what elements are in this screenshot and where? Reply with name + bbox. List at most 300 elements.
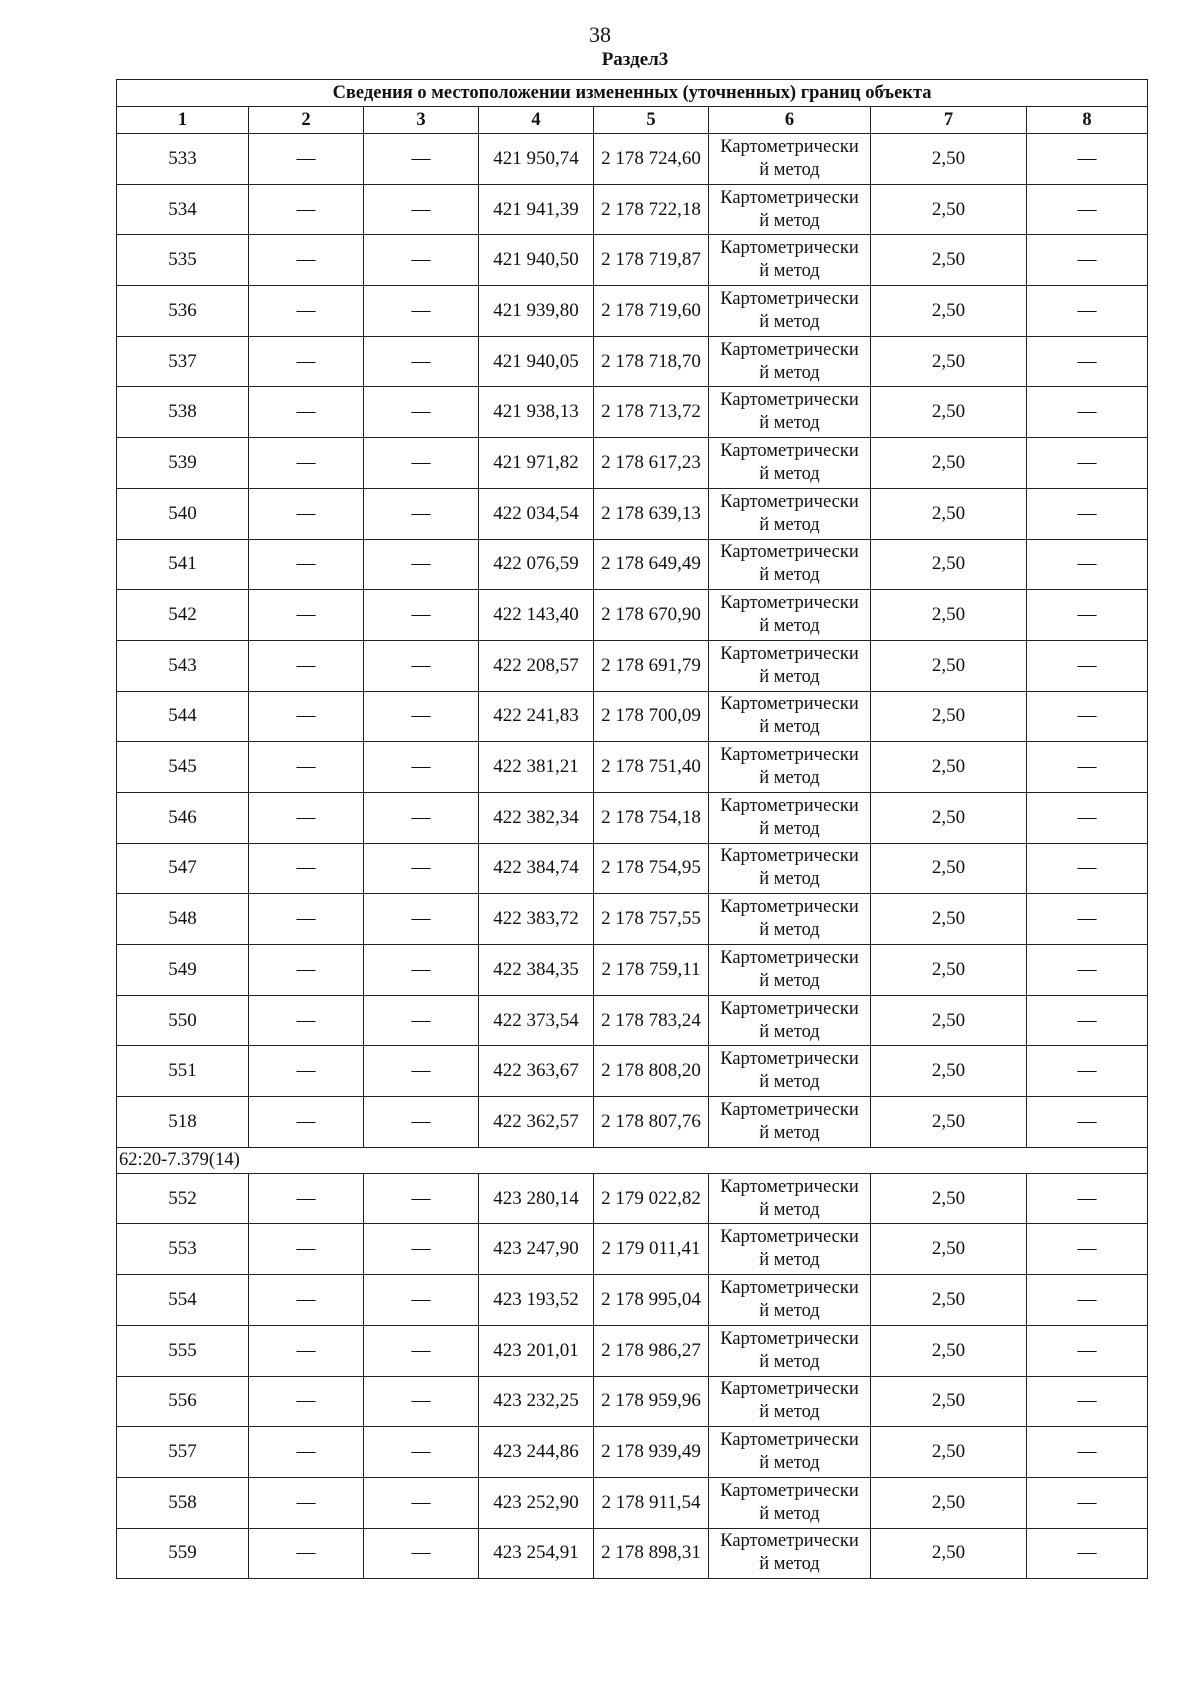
empty-value-cell: — bbox=[249, 336, 364, 387]
table-row bbox=[117, 590, 1148, 641]
empty-value-cell: — bbox=[1027, 1376, 1148, 1427]
method-text-line-2: й метод bbox=[759, 1122, 820, 1143]
x-coordinate-cell: 422 208,57 bbox=[479, 640, 594, 691]
empty-value-cell: — bbox=[364, 1325, 479, 1376]
table-row bbox=[117, 488, 1148, 539]
y-coordinate-cell: 2 178 719,87 bbox=[594, 235, 709, 286]
empty-value-cell: — bbox=[364, 742, 479, 793]
table-row bbox=[117, 1528, 1148, 1579]
column-number: 4 bbox=[479, 107, 594, 134]
method-text-line-2: й метод bbox=[759, 1453, 820, 1474]
method-cell bbox=[709, 590, 871, 641]
method-text-line-1: Картометрически bbox=[720, 593, 859, 614]
point-number-cell: 533 bbox=[117, 134, 249, 185]
table-row bbox=[117, 1097, 1148, 1148]
column-number: 6 bbox=[709, 107, 871, 134]
method-text-line-2: й метод bbox=[759, 1021, 820, 1042]
empty-value-cell: — bbox=[364, 1275, 479, 1326]
method-text-line-1: Картометрически bbox=[720, 694, 859, 715]
empty-value-cell: — bbox=[364, 1477, 479, 1528]
method-text-line-2: й метод bbox=[759, 1072, 820, 1093]
empty-value-cell: — bbox=[249, 742, 364, 793]
empty-value-cell: — bbox=[1027, 387, 1148, 438]
y-coordinate-cell: 2 178 986,27 bbox=[594, 1325, 709, 1376]
empty-value-cell: — bbox=[1027, 1325, 1148, 1376]
method-text-line-1: Картометрически bbox=[720, 1430, 859, 1451]
method-text-line-2: й метод bbox=[759, 362, 820, 383]
y-coordinate-cell: 2 178 713,72 bbox=[594, 387, 709, 438]
empty-value-cell: — bbox=[364, 387, 479, 438]
method-cell bbox=[709, 1224, 871, 1275]
x-coordinate-cell: 423 247,90 bbox=[479, 1224, 594, 1275]
y-coordinate-cell: 2 178 939,49 bbox=[594, 1427, 709, 1478]
y-coordinate-cell: 2 178 808,20 bbox=[594, 1046, 709, 1097]
x-coordinate-cell: 421 939,80 bbox=[479, 286, 594, 337]
method-text-line-1: Картометрически bbox=[720, 542, 859, 563]
method-text-line-2: й метод bbox=[759, 616, 820, 637]
empty-value-cell: — bbox=[249, 1427, 364, 1478]
empty-value-cell: — bbox=[1027, 235, 1148, 286]
point-number-cell: 536 bbox=[117, 286, 249, 337]
method-text-line-2: й метод bbox=[759, 159, 820, 180]
empty-value-cell: — bbox=[364, 590, 479, 641]
method-cell bbox=[709, 691, 871, 742]
table-row bbox=[117, 1224, 1148, 1275]
accuracy-cell: 2,50 bbox=[871, 286, 1027, 337]
y-coordinate-cell: 2 178 959,96 bbox=[594, 1376, 709, 1427]
column-number: 7 bbox=[871, 107, 1027, 134]
table-row bbox=[117, 134, 1148, 185]
method-text-line-1: Картометрически bbox=[720, 1049, 859, 1070]
empty-value-cell: — bbox=[249, 235, 364, 286]
x-coordinate-cell: 421 971,82 bbox=[479, 438, 594, 489]
method-text-line-1: Картометрически bbox=[720, 1480, 859, 1501]
point-number-cell: 540 bbox=[117, 488, 249, 539]
table-row bbox=[117, 792, 1148, 843]
y-coordinate-cell: 2 178 617,23 bbox=[594, 438, 709, 489]
method-cell bbox=[709, 792, 871, 843]
method-text-line-2: й метод bbox=[759, 717, 820, 738]
empty-value-cell: — bbox=[249, 843, 364, 894]
empty-value-cell: — bbox=[1027, 488, 1148, 539]
method-cell bbox=[709, 843, 871, 894]
method-text-line-2: й метод bbox=[759, 413, 820, 434]
method-cell bbox=[709, 945, 871, 996]
x-coordinate-cell: 422 382,34 bbox=[479, 792, 594, 843]
accuracy-cell: 2,50 bbox=[871, 184, 1027, 235]
empty-value-cell: — bbox=[1027, 1173, 1148, 1224]
empty-value-cell: — bbox=[249, 1325, 364, 1376]
method-text-line-1: Картометрически bbox=[720, 897, 859, 918]
accuracy-cell: 2,50 bbox=[871, 590, 1027, 641]
method-cell bbox=[709, 640, 871, 691]
accuracy-cell: 2,50 bbox=[871, 843, 1027, 894]
method-text-line-1: Картометрически bbox=[720, 390, 859, 411]
empty-value-cell: — bbox=[249, 1173, 364, 1224]
x-coordinate-cell: 421 940,50 bbox=[479, 235, 594, 286]
method-text-line-2: й метод bbox=[759, 1402, 820, 1423]
method-cell bbox=[709, 1376, 871, 1427]
empty-value-cell: — bbox=[364, 184, 479, 235]
empty-value-cell: — bbox=[364, 336, 479, 387]
method-text-line-1: Картометрически bbox=[720, 1328, 859, 1349]
accuracy-cell: 2,50 bbox=[871, 1477, 1027, 1528]
empty-value-cell: — bbox=[249, 1528, 364, 1579]
table-row bbox=[117, 1477, 1148, 1528]
empty-value-cell: — bbox=[249, 286, 364, 337]
empty-value-cell: — bbox=[249, 387, 364, 438]
table-row bbox=[117, 336, 1148, 387]
x-coordinate-cell: 422 034,54 bbox=[479, 488, 594, 539]
x-coordinate-cell: 423 280,14 bbox=[479, 1173, 594, 1224]
point-number-cell: 541 bbox=[117, 539, 249, 590]
empty-value-cell: — bbox=[249, 945, 364, 996]
empty-value-cell: — bbox=[364, 640, 479, 691]
method-text-line-1: Картометрически bbox=[720, 947, 859, 968]
method-cell bbox=[709, 488, 871, 539]
method-text-line-2: й метод bbox=[759, 1300, 820, 1321]
table-row bbox=[117, 894, 1148, 945]
x-coordinate-cell: 422 143,40 bbox=[479, 590, 594, 641]
empty-value-cell: — bbox=[249, 438, 364, 489]
accuracy-cell: 2,50 bbox=[871, 995, 1027, 1046]
x-coordinate-cell: 423 252,90 bbox=[479, 1477, 594, 1528]
empty-value-cell: — bbox=[1027, 742, 1148, 793]
accuracy-cell: 2,50 bbox=[871, 1275, 1027, 1326]
accuracy-cell: 2,50 bbox=[871, 640, 1027, 691]
y-coordinate-cell: 2 178 718,70 bbox=[594, 336, 709, 387]
method-text-line-1: Картометрически bbox=[720, 440, 859, 461]
empty-value-cell: — bbox=[249, 539, 364, 590]
point-number-cell: 559 bbox=[117, 1528, 249, 1579]
empty-value-cell: — bbox=[364, 894, 479, 945]
table-row bbox=[117, 438, 1148, 489]
method-text-line-1: Картометрически bbox=[720, 998, 859, 1019]
table-row bbox=[117, 1173, 1148, 1224]
point-number-cell: 539 bbox=[117, 438, 249, 489]
point-number-cell: 549 bbox=[117, 945, 249, 996]
empty-value-cell: — bbox=[249, 995, 364, 1046]
empty-value-cell: — bbox=[1027, 590, 1148, 641]
point-number-cell: 546 bbox=[117, 792, 249, 843]
column-number: 8 bbox=[1027, 107, 1148, 134]
empty-value-cell: — bbox=[249, 1477, 364, 1528]
y-coordinate-cell: 2 178 754,18 bbox=[594, 792, 709, 843]
method-text-line-1: Картометрически bbox=[720, 1379, 859, 1400]
method-text-line-2: й метод bbox=[759, 970, 820, 991]
y-coordinate-cell: 2 179 022,82 bbox=[594, 1173, 709, 1224]
table-row bbox=[117, 640, 1148, 691]
empty-value-cell: — bbox=[1027, 134, 1148, 185]
x-coordinate-cell: 421 941,39 bbox=[479, 184, 594, 235]
x-coordinate-cell: 421 938,13 bbox=[479, 387, 594, 438]
method-cell bbox=[709, 1325, 871, 1376]
point-number-cell: 553 bbox=[117, 1224, 249, 1275]
method-text-line-2: й метод bbox=[759, 210, 820, 231]
method-cell bbox=[709, 1275, 871, 1326]
method-text-line-1: Картометрически bbox=[720, 187, 859, 208]
accuracy-cell: 2,50 bbox=[871, 792, 1027, 843]
y-coordinate-cell: 2 178 759,11 bbox=[594, 945, 709, 996]
y-coordinate-cell: 2 178 757,55 bbox=[594, 894, 709, 945]
empty-value-cell: — bbox=[364, 235, 479, 286]
empty-value-cell: — bbox=[364, 539, 479, 590]
empty-value-cell: — bbox=[1027, 1477, 1148, 1528]
method-cell bbox=[709, 184, 871, 235]
y-coordinate-cell: 2 178 670,90 bbox=[594, 590, 709, 641]
method-text-line-1: Картометрически bbox=[720, 1176, 859, 1197]
method-text-line-1: Картометрически bbox=[720, 1531, 859, 1552]
method-text-line-2: й метод bbox=[759, 1351, 820, 1372]
empty-value-cell: — bbox=[364, 286, 479, 337]
point-number-cell: 538 bbox=[117, 387, 249, 438]
y-coordinate-cell: 2 178 649,49 bbox=[594, 539, 709, 590]
method-text-line-2: й метод bbox=[759, 768, 820, 789]
accuracy-cell: 2,50 bbox=[871, 1528, 1027, 1579]
point-number-cell: 542 bbox=[117, 590, 249, 641]
empty-value-cell: — bbox=[364, 1427, 479, 1478]
empty-value-cell: — bbox=[1027, 995, 1148, 1046]
x-coordinate-cell: 423 254,91 bbox=[479, 1528, 594, 1579]
method-text-line-1: Картометрически bbox=[720, 491, 859, 512]
method-cell bbox=[709, 742, 871, 793]
parcel-group-label: 62:20-7.379(14) bbox=[117, 1147, 1148, 1173]
x-coordinate-cell: 423 201,01 bbox=[479, 1325, 594, 1376]
x-coordinate-cell: 422 363,67 bbox=[479, 1046, 594, 1097]
empty-value-cell: — bbox=[1027, 691, 1148, 742]
method-cell bbox=[709, 995, 871, 1046]
empty-value-cell: — bbox=[249, 792, 364, 843]
method-cell bbox=[709, 1097, 871, 1148]
method-text-line-1: Картометрически bbox=[720, 238, 859, 259]
point-number-cell: 518 bbox=[117, 1097, 249, 1148]
method-text-line-2: й метод bbox=[759, 1199, 820, 1220]
point-number-cell: 535 bbox=[117, 235, 249, 286]
empty-value-cell: — bbox=[1027, 1097, 1148, 1148]
table-row bbox=[117, 995, 1148, 1046]
x-coordinate-cell: 421 940,05 bbox=[479, 336, 594, 387]
empty-value-cell: — bbox=[1027, 1427, 1148, 1478]
empty-value-cell: — bbox=[249, 640, 364, 691]
empty-value-cell: — bbox=[249, 184, 364, 235]
point-number-cell: 547 bbox=[117, 843, 249, 894]
empty-value-cell: — bbox=[1027, 945, 1148, 996]
table-row bbox=[117, 1046, 1148, 1097]
method-text-line-2: й метод bbox=[759, 1554, 820, 1575]
method-cell bbox=[709, 134, 871, 185]
empty-value-cell: — bbox=[249, 1376, 364, 1427]
empty-value-cell: — bbox=[1027, 1046, 1148, 1097]
method-cell bbox=[709, 438, 871, 489]
empty-value-cell: — bbox=[1027, 1224, 1148, 1275]
method-text-line-2: й метод bbox=[759, 1503, 820, 1524]
y-coordinate-cell: 2 178 719,60 bbox=[594, 286, 709, 337]
method-text-line-2: й метод bbox=[759, 514, 820, 535]
method-cell bbox=[709, 286, 871, 337]
point-number-cell: 550 bbox=[117, 995, 249, 1046]
y-coordinate-cell: 2 178 751,40 bbox=[594, 742, 709, 793]
method-text-line-1: Картометрически bbox=[720, 643, 859, 664]
point-number-cell: 557 bbox=[117, 1427, 249, 1478]
empty-value-cell: — bbox=[1027, 1528, 1148, 1579]
accuracy-cell: 2,50 bbox=[871, 691, 1027, 742]
empty-value-cell: — bbox=[364, 134, 479, 185]
y-coordinate-cell: 2 178 722,18 bbox=[594, 184, 709, 235]
accuracy-cell: 2,50 bbox=[871, 945, 1027, 996]
table-caption-row bbox=[117, 80, 1148, 107]
method-text-line-2: й метод bbox=[759, 920, 820, 941]
method-cell bbox=[709, 1528, 871, 1579]
method-cell bbox=[709, 1046, 871, 1097]
method-text-line-1: Картометрически bbox=[720, 795, 859, 816]
method-text-line-1: Картометрически bbox=[720, 136, 859, 157]
point-number-cell: 544 bbox=[117, 691, 249, 742]
accuracy-cell: 2,50 bbox=[871, 1173, 1027, 1224]
table-row bbox=[117, 235, 1148, 286]
empty-value-cell: — bbox=[1027, 843, 1148, 894]
empty-value-cell: — bbox=[249, 590, 364, 641]
empty-value-cell: — bbox=[249, 894, 364, 945]
page-number: 38 bbox=[589, 22, 611, 47]
method-text-line-2: й метод bbox=[759, 1250, 820, 1271]
method-cell bbox=[709, 894, 871, 945]
y-coordinate-cell: 2 178 807,76 bbox=[594, 1097, 709, 1148]
y-coordinate-cell: 2 178 898,31 bbox=[594, 1528, 709, 1579]
x-coordinate-cell: 423 244,86 bbox=[479, 1427, 594, 1478]
x-coordinate-cell: 422 241,83 bbox=[479, 691, 594, 742]
y-coordinate-cell: 2 178 639,13 bbox=[594, 488, 709, 539]
table-row bbox=[117, 1325, 1148, 1376]
y-coordinate-cell: 2 178 995,04 bbox=[594, 1275, 709, 1326]
point-number-cell: 548 bbox=[117, 894, 249, 945]
y-coordinate-cell: 2 178 700,09 bbox=[594, 691, 709, 742]
accuracy-cell: 2,50 bbox=[871, 488, 1027, 539]
table-row bbox=[117, 286, 1148, 337]
method-text-line-2: й метод bbox=[759, 869, 820, 890]
method-text-line-2: й метод bbox=[759, 261, 820, 282]
method-text-line-1: Картометрически bbox=[720, 1099, 859, 1120]
method-cell bbox=[709, 336, 871, 387]
y-coordinate-cell: 2 178 724,60 bbox=[594, 134, 709, 185]
point-number-cell: 554 bbox=[117, 1275, 249, 1326]
empty-value-cell: — bbox=[1027, 336, 1148, 387]
column-number: 3 bbox=[364, 107, 479, 134]
empty-value-cell: — bbox=[364, 995, 479, 1046]
point-number-cell: 552 bbox=[117, 1173, 249, 1224]
method-cell bbox=[709, 387, 871, 438]
empty-value-cell: — bbox=[364, 1376, 479, 1427]
method-text-line-2: й метод bbox=[759, 666, 820, 687]
y-coordinate-cell: 2 178 691,79 bbox=[594, 640, 709, 691]
column-number: 5 bbox=[594, 107, 709, 134]
empty-value-cell: — bbox=[249, 691, 364, 742]
empty-value-cell: — bbox=[1027, 184, 1148, 235]
empty-value-cell: — bbox=[1027, 894, 1148, 945]
empty-value-cell: — bbox=[249, 1275, 364, 1326]
x-coordinate-cell: 422 383,72 bbox=[479, 894, 594, 945]
column-number: 2 bbox=[249, 107, 364, 134]
x-coordinate-cell: 423 232,25 bbox=[479, 1376, 594, 1427]
accuracy-cell: 2,50 bbox=[871, 1097, 1027, 1148]
empty-value-cell: — bbox=[364, 945, 479, 996]
empty-value-cell: — bbox=[249, 1097, 364, 1148]
empty-value-cell: — bbox=[249, 1046, 364, 1097]
method-text-line-1: Картометрически bbox=[720, 846, 859, 867]
method-text-line-1: Картометрически bbox=[720, 339, 859, 360]
empty-value-cell: — bbox=[364, 1224, 479, 1275]
column-number: 1 bbox=[117, 107, 249, 134]
empty-value-cell: — bbox=[364, 438, 479, 489]
empty-value-cell: — bbox=[364, 691, 479, 742]
empty-value-cell: — bbox=[1027, 286, 1148, 337]
empty-value-cell: — bbox=[249, 1224, 364, 1275]
method-text-line-1: Картометрически bbox=[720, 288, 859, 309]
accuracy-cell: 2,50 bbox=[871, 1224, 1027, 1275]
accuracy-cell: 2,50 bbox=[871, 1325, 1027, 1376]
y-coordinate-cell: 2 178 911,54 bbox=[594, 1477, 709, 1528]
method-text-line-2: й метод bbox=[759, 311, 820, 332]
accuracy-cell: 2,50 bbox=[871, 742, 1027, 793]
point-number-cell: 551 bbox=[117, 1046, 249, 1097]
x-coordinate-cell: 422 384,35 bbox=[479, 945, 594, 996]
method-text-line-2: й метод bbox=[759, 463, 820, 484]
table-row bbox=[117, 843, 1148, 894]
empty-value-cell: — bbox=[1027, 792, 1148, 843]
table-row bbox=[117, 539, 1148, 590]
empty-value-cell: — bbox=[364, 843, 479, 894]
x-coordinate-cell: 422 362,57 bbox=[479, 1097, 594, 1148]
empty-value-cell: — bbox=[364, 792, 479, 843]
method-text-line-1: Картометрически bbox=[720, 1277, 859, 1298]
empty-value-cell: — bbox=[364, 1173, 479, 1224]
y-coordinate-cell: 2 179 011,41 bbox=[594, 1224, 709, 1275]
accuracy-cell: 2,50 bbox=[871, 235, 1027, 286]
table-row bbox=[117, 742, 1148, 793]
accuracy-cell: 2,50 bbox=[871, 894, 1027, 945]
method-cell bbox=[709, 1427, 871, 1478]
accuracy-cell: 2,50 bbox=[871, 1046, 1027, 1097]
method-text-line-2: й метод bbox=[759, 818, 820, 839]
empty-value-cell: — bbox=[1027, 1275, 1148, 1326]
point-number-cell: 556 bbox=[117, 1376, 249, 1427]
column-number-row bbox=[117, 107, 1148, 134]
empty-value-cell: — bbox=[364, 1528, 479, 1579]
empty-value-cell: — bbox=[249, 488, 364, 539]
method-text-line-1: Картометрически bbox=[720, 745, 859, 766]
empty-value-cell: — bbox=[364, 488, 479, 539]
accuracy-cell: 2,50 bbox=[871, 387, 1027, 438]
method-cell bbox=[709, 235, 871, 286]
parcel-group-row bbox=[117, 1147, 1148, 1173]
accuracy-cell: 2,50 bbox=[871, 438, 1027, 489]
boundary-coordinates-table bbox=[116, 79, 1148, 1579]
table-row bbox=[117, 691, 1148, 742]
point-number-cell: 555 bbox=[117, 1325, 249, 1376]
x-coordinate-cell: 421 950,74 bbox=[479, 134, 594, 185]
accuracy-cell: 2,50 bbox=[871, 1427, 1027, 1478]
x-coordinate-cell: 422 381,21 bbox=[479, 742, 594, 793]
empty-value-cell: — bbox=[364, 1046, 479, 1097]
x-coordinate-cell: 422 384,74 bbox=[479, 843, 594, 894]
accuracy-cell: 2,50 bbox=[871, 336, 1027, 387]
method-text-line-2: й метод bbox=[759, 565, 820, 586]
table-row bbox=[117, 1427, 1148, 1478]
table-row bbox=[117, 1376, 1148, 1427]
point-number-cell: 543 bbox=[117, 640, 249, 691]
method-cell bbox=[709, 1477, 871, 1528]
empty-value-cell: — bbox=[1027, 438, 1148, 489]
method-text-line-1: Картометрически bbox=[720, 1227, 859, 1248]
